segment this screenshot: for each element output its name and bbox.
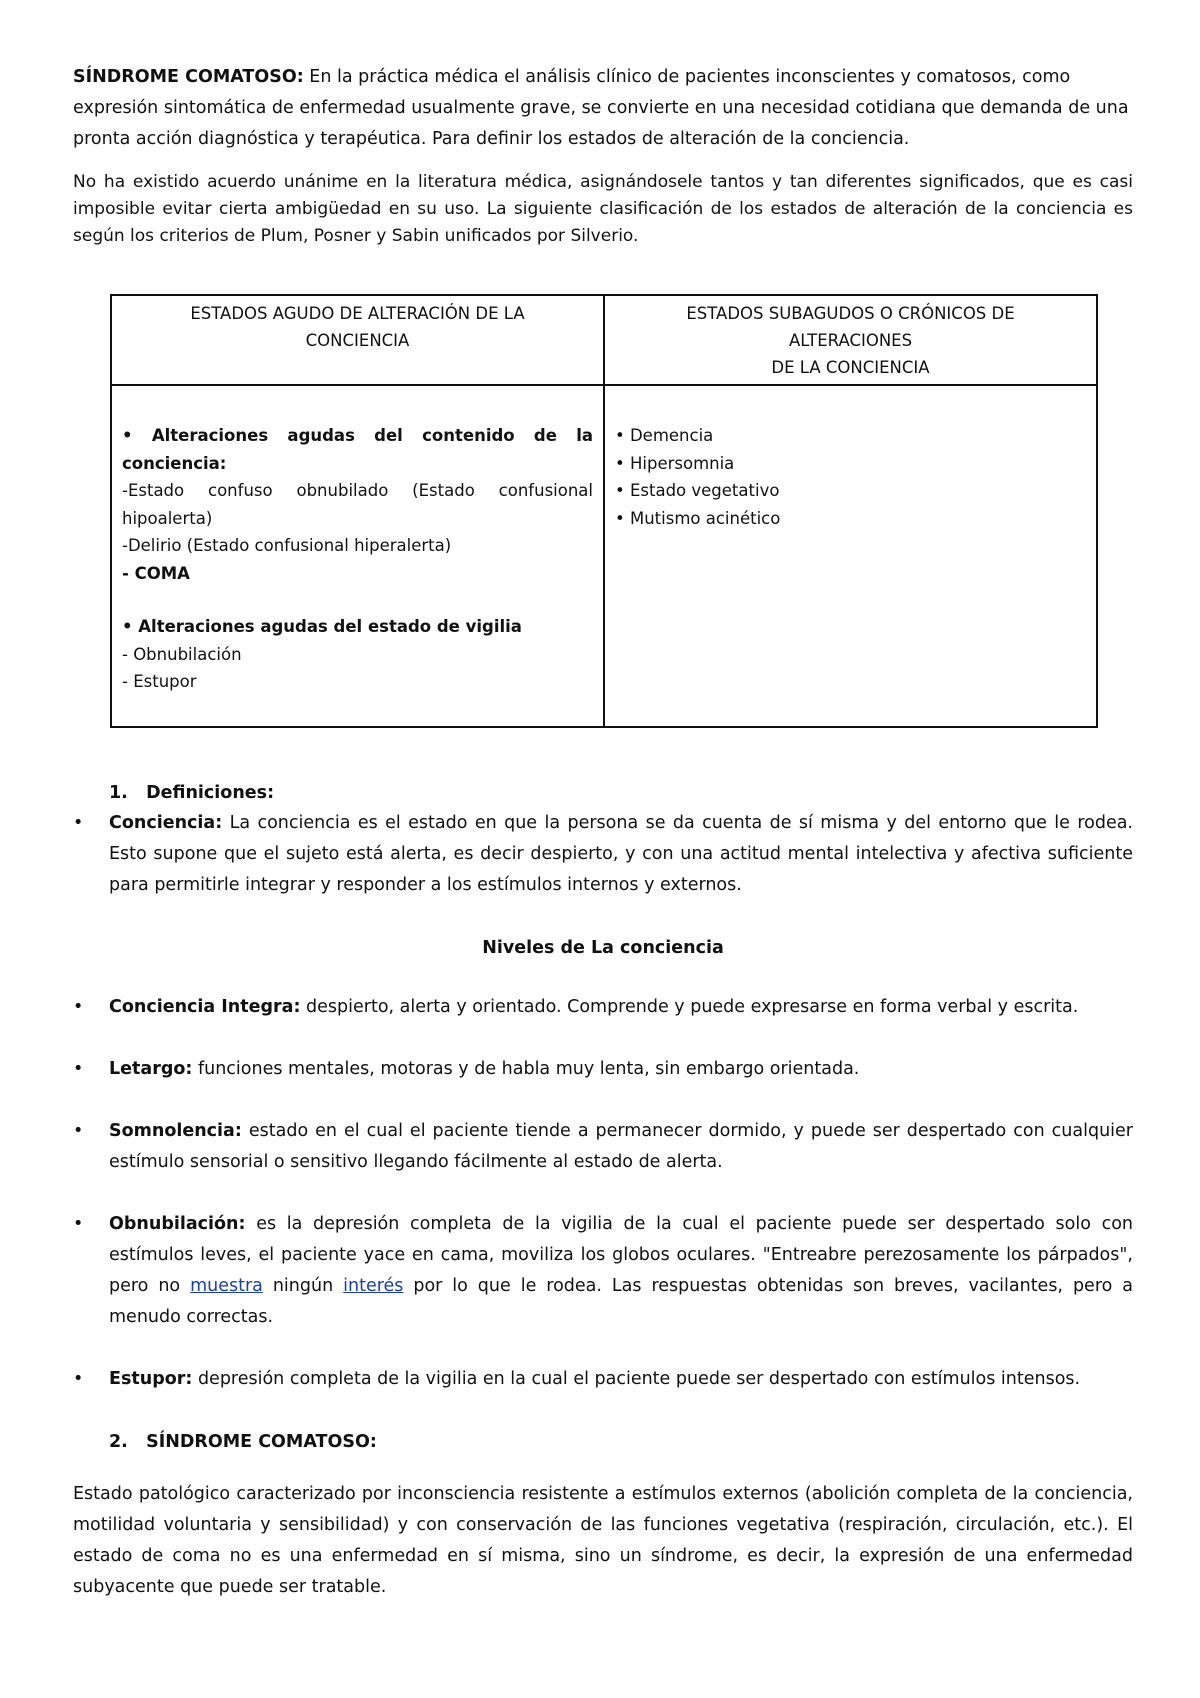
document-page	[73, 62, 1133, 1603]
section2-heading: 2. SÍNDROME COMATOSO:	[109, 1432, 377, 1452]
level-item: • Somnolencia: estado en el cual el paciente tiende a permanecer dormido, y puede ser despertado con cualquier estímulo sensorial o sensitivo llegando fácilmente al estado de alerta.	[73, 1116, 1133, 1178]
level-item: • Letargo: funciones mentales, motoras y de habla muy lenta, sin embargo orientada.	[73, 1054, 1133, 1085]
bullet-icon: •	[73, 1369, 84, 1389]
chronic-item: • Mutismo acinético	[615, 508, 781, 528]
header-acute-line-1: ESTADOS AGUDO DE ALTERACIÓN DE LA	[190, 304, 525, 323]
level-item: • Conciencia Integra: despierto, alerta y orientado. Comprende y puede expresarse en forma verbal y escrita.	[73, 992, 1133, 1023]
classification-paragraph: No ha existido acuerdo unánime en la literatura médica, asignándosele tantos y tan diferentes significados, que es casi imposible evitar cierta ambigüedad en su uso. La siguiente clasificación de los estados de alteración de la conciencia es según los criterios de Plum, Posner y Sabin unificados por Silverio.	[73, 172, 1133, 246]
interes-link[interactable]: interés	[343, 1276, 404, 1296]
level-item-obnubilacion: • Obnubilación: es la depresión completa de la vigilia de la cual el paciente puede ser despertado solo con estímulos leves, el paciente yace en cama, moviliza los globos oculares. "Entreabre perezosamente los párpados", pero no muestra ningún interés por lo que le rodea. Las respuestas obtenidas son breves, vacilantes, pero a menudo correctas.	[73, 1209, 1133, 1333]
acute-states-cell	[111, 385, 604, 727]
muestra-link[interactable]: muestra	[190, 1276, 263, 1296]
bullet-icon: •	[73, 1059, 84, 1079]
acute-content-item: -Estado confuso obnubilado (Estado confusional hipoalerta)	[122, 481, 593, 528]
table-header-chronic	[604, 295, 1097, 385]
levels-title: Niveles de La conciencia	[482, 938, 724, 958]
chronic-item: • Demencia	[615, 426, 714, 445]
header-chronic-line-2: ALTERACIONES	[788, 331, 913, 350]
section2-paragraph: Estado patológico caracterizado por inconsciencia resistente a estímulos externos (abolición completa de la conciencia, motilidad voluntaria y sensibilidad) y con conservación de las funciones vegetativa (respiración, circulación, etc.). El estado de coma no es una enfermedad en sí misma, sino un síndrome, es decir, la expresión de una enfermedad subyacente que puede ser tratable.	[73, 1484, 1133, 1597]
acute-vigilance-item: - Obnubilación	[122, 644, 242, 664]
header-chronic-line-3: DE LA CONCIENCIA	[771, 358, 930, 377]
bullet-icon: •	[73, 1214, 84, 1234]
chronic-states-cell	[604, 385, 1097, 727]
acute-content-coma: - COMA	[122, 563, 190, 583]
definition-conciencia: • Conciencia: La conciencia es el estado en que la persona se da cuenta de sí misma y del entorno que le rodea. Esto supone que el sujeto está alerta, es decir despierto, y con una actitud mental intelectiva y afectiva suficiente para permitirle integrar y responder a los estímulos internos y externos.	[73, 808, 1133, 901]
chronic-item: • Hipersomnia	[615, 453, 735, 473]
consciousness-states-table	[110, 294, 1098, 728]
acute-content-title: • Alteraciones agudas del contenido de la conciencia:	[122, 426, 593, 473]
acute-content-item: -Delirio (Estado confusional hiperalerta)	[122, 536, 452, 555]
intro-paragraph	[73, 62, 1133, 155]
header-chronic-line-1: ESTADOS SUBAGUDOS O CRÓNICOS DE	[686, 304, 1015, 323]
chronic-item: • Estado vegetativo	[615, 481, 780, 500]
intro-title: SÍNDROME COMATOSO:	[73, 67, 304, 87]
bullet-icon: •	[73, 813, 84, 833]
intro-text: En la práctica médica el análisis clínico de pacientes inconscientes y comatosos, como expresión sintomática de enfermedad usualmente grave, se convierte en una necesidad cotidiana que demanda de una pronta acción diagnóstica y terapéutica. Para definir los estados de alteración de la conciencia.	[73, 67, 1129, 149]
acute-vigilance-title: • Alteraciones agudas del estado de vigilia	[122, 617, 522, 636]
spacer	[122, 587, 593, 613]
acute-vigilance-item: - Estupor	[122, 672, 197, 691]
table-header-acute	[111, 295, 604, 385]
header-acute-line-2: CONCIENCIA	[305, 331, 410, 350]
bullet-icon: •	[73, 1121, 84, 1141]
definitions-heading: 1. Definiciones:	[109, 783, 275, 803]
level-item-estupor: • Estupor: depresión completa de la vigilia en la cual el paciente puede ser despertado con estímulos intensos.	[73, 1364, 1133, 1395]
bullet-icon: •	[73, 997, 84, 1017]
